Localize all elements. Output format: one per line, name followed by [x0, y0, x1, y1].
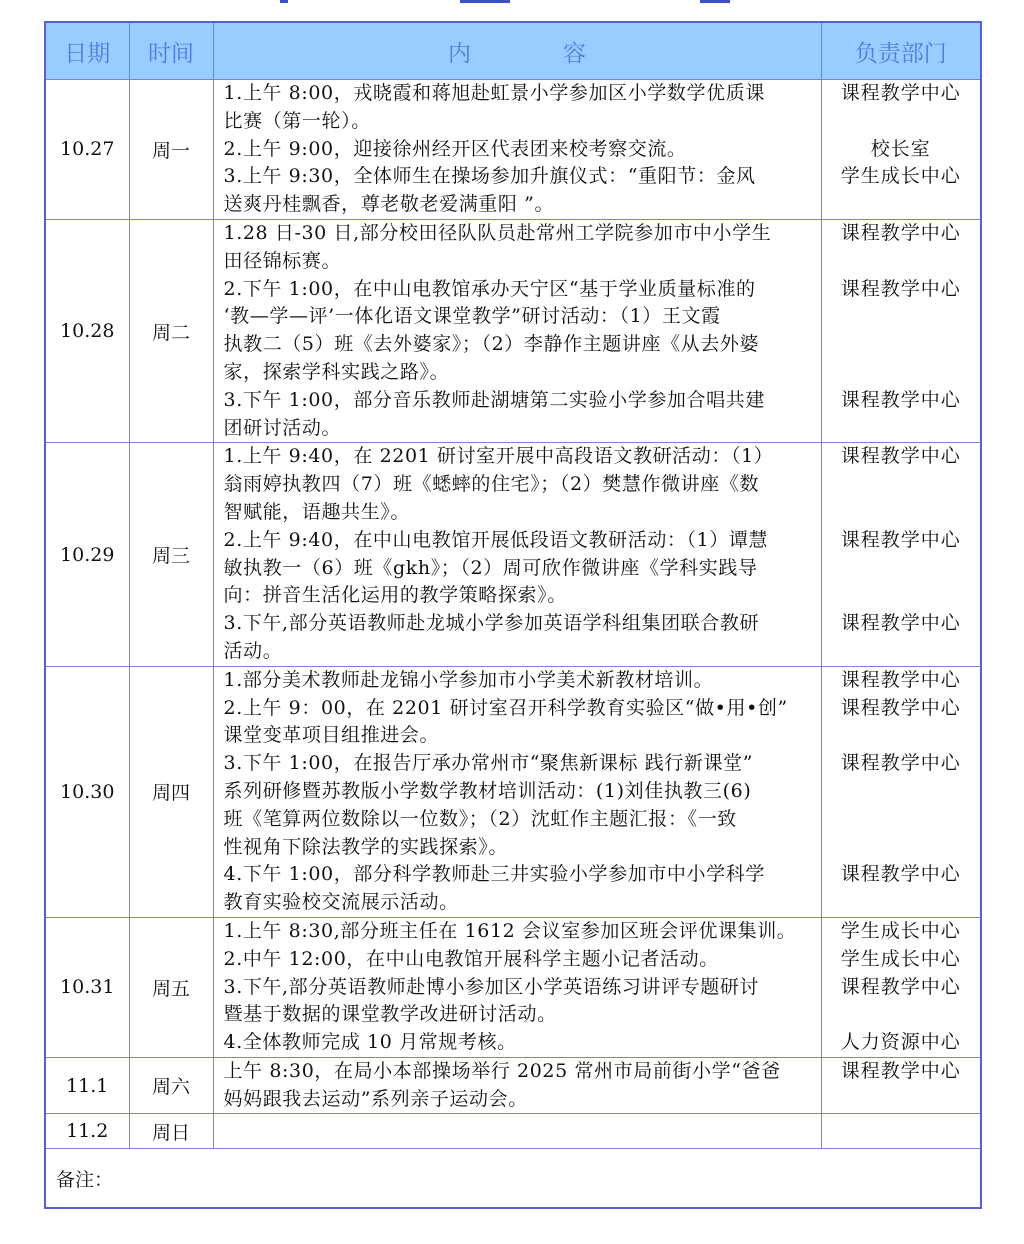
content-line: 2.下午 1:00，在中山电教馆承办天宁区“基于学业质量标准的: [223, 277, 756, 300]
dept-line: [822, 499, 981, 527]
content-line: 上午 8:30，在局小本部操场举行 2025 常州市局前街小学“爸爸: [223, 1059, 781, 1082]
content-cell: [213, 80, 821, 220]
content-line: 团研讨活动。: [223, 416, 342, 439]
dept-line: 课程教学中心: [840, 277, 961, 300]
content-line: 家，探索学科实践之路》。: [223, 360, 450, 383]
content-line: 田径锦标赛。: [223, 249, 342, 272]
dept-line: 课程教学中心: [840, 752, 961, 775]
header-week: 时间: [129, 22, 213, 80]
content-line: 课堂变革项目组推进会。: [223, 724, 440, 747]
dept-line: [822, 108, 981, 136]
dept-line: 课程教学中心: [840, 612, 961, 635]
remark-row: [45, 1149, 981, 1209]
content-line: 2.中午 12:00，在中山电教馆开展科学主题小记者活动。: [223, 947, 719, 970]
dept-line: 学生成长中心: [840, 919, 961, 942]
dept-line: [822, 1001, 981, 1029]
dept-line: 校长室: [870, 137, 931, 160]
dept-line: [822, 806, 981, 834]
dept-cell: [821, 1114, 981, 1149]
content-line: 3.上午 9:30，全体师生在操场参加升旗仪式：“重阳节：金风: [223, 165, 756, 188]
content-line: 2.上午 9:00，迎接徐州经开区代表团来校考察交流。: [223, 137, 687, 160]
dept-line: [822, 778, 981, 806]
header-content: 内 容: [213, 22, 821, 80]
dept-line: 人力资源中心: [840, 1031, 961, 1054]
content-cell: [213, 1057, 821, 1114]
dept-line: 课程教学中心: [840, 221, 961, 244]
dept-line: [822, 638, 981, 666]
dept-line: [822, 359, 981, 387]
content-cell: [213, 443, 821, 666]
dept-line: [822, 191, 981, 219]
date-cell: 10.29: [45, 443, 129, 666]
table-row: [45, 917, 981, 1057]
content-line: 翁雨婷执教四（7）班《蟋蟀的住宅》；（2）樊慧作微讲座《数: [223, 473, 760, 496]
content-line: 比赛（第一轮）。: [223, 109, 371, 132]
date-cell: 10.27: [45, 80, 129, 220]
dept-line: [822, 471, 981, 499]
content-line: 1.上午 8:30,部分班主任在 1612 会议室参加区班会评优课集训。: [223, 919, 797, 942]
dept-line: [822, 415, 981, 443]
dept-line: [822, 331, 981, 359]
content-line: 3.下午,部分英语教师赴博小参加区小学英语练习讲评专题研讨: [223, 975, 760, 998]
header-date: 日期: [45, 22, 129, 80]
table-row: [45, 666, 981, 917]
dept-cell: [821, 917, 981, 1057]
dept-line: [822, 889, 981, 917]
content-line: 班《笔算两位数除以一位数》；（2）沈虹作主题汇报：《一致: [223, 807, 737, 830]
dept-cell: [821, 1057, 981, 1114]
content-line: 系列研修暨苏教版小学数学教材培训活动：(1)刘佳执教三(6): [223, 779, 752, 802]
dept-cell: [821, 666, 981, 917]
dept-line: [822, 722, 981, 750]
weekday-cell: 周六: [129, 1057, 213, 1114]
content-line: 性视角下除法教学的实践探索》。: [223, 835, 509, 858]
dept-line: 课程教学中心: [840, 696, 961, 719]
dept-line: 课程教学中心: [840, 668, 961, 691]
dept-cell: [821, 443, 981, 666]
dept-line: [822, 555, 981, 583]
dept-cell: [821, 80, 981, 220]
dept-line: [822, 834, 981, 862]
content-line: 送爽丹桂飘香，尊老敬老爱满重阳 ”。: [223, 193, 555, 216]
dept-line: 课程教学中心: [840, 863, 961, 886]
weekday-cell: 周一: [129, 80, 213, 220]
date-cell: 10.30: [45, 666, 129, 917]
content-line: 向：拼音生活化运用的教学策略探索》。: [223, 584, 567, 607]
dept-line: [822, 1086, 981, 1114]
content-line: 3.下午,部分英语教师赴龙城小学参加英语学科组集团联合教研: [223, 612, 760, 635]
date-cell: 11.1: [45, 1057, 129, 1114]
dept-line: 课程教学中心: [840, 388, 961, 411]
table-row: [45, 1114, 981, 1149]
dept-line: 课程教学中心: [840, 82, 961, 104]
table-row: [45, 80, 981, 220]
cropped-title: [0, 0, 1024, 10]
header-row: [45, 22, 981, 80]
dept-cell: [821, 219, 981, 442]
content-line: 2.上午 9：00，在 2201 研讨室召开科学教育实验区“做•用•创”: [223, 696, 788, 719]
content-cell: [213, 219, 821, 442]
content-line: 1.部分美术教师赴龙锦小学参加市小学美术新教材培训。: [223, 668, 714, 691]
dept-line: 课程教学中心: [840, 445, 961, 468]
content-line: 敏执教一（6）班《gkh》；（2）周可欣作微讲座《学科实践导: [223, 556, 758, 579]
content-line: 3.下午 1:00，在报告厅承办常州市“聚焦新课标 践行新课堂”: [223, 752, 754, 775]
dept-line: 课程教学中心: [840, 975, 961, 998]
table-row: [45, 443, 981, 666]
dept-line: [822, 303, 981, 331]
content-cell: [213, 1114, 821, 1149]
content-line: 妈妈跟我去运动”系列亲子运动会。: [223, 1087, 528, 1110]
content-line: 智赋能，语趣共生》。: [223, 500, 411, 523]
dept-line: 学生成长中心: [840, 947, 961, 970]
dept-line: [822, 248, 981, 276]
content-line: 执教二（5）班《去外婆家》；（2）李静作主题讲座《从去外婆: [223, 333, 760, 356]
content-cell: [213, 917, 821, 1057]
date-cell: 10.28: [45, 219, 129, 442]
weekday-cell: 周日: [129, 1114, 213, 1149]
content-line: 4.全体教师完成 10 月常规考核。: [223, 1031, 517, 1054]
header-dept: 负责部门: [821, 22, 981, 80]
dept-line: 学生成长中心: [840, 165, 961, 188]
content-line: 暨基于数据的课堂教学改进研讨活动。: [223, 1003, 557, 1026]
date-cell: 10.31: [45, 917, 129, 1057]
weekday-cell: 周二: [129, 219, 213, 442]
content-line: 2.上午 9:40，在中山电教馆开展低段语文教研活动：（1）谭慧: [223, 528, 769, 551]
dept-line: [822, 582, 981, 610]
dept-line: 课程教学中心: [840, 1059, 961, 1082]
date-cell: 11.2: [45, 1114, 129, 1149]
content-line: 1.上午 8:00，戎晓霞和蒋旭赴虹景小学参加区小学数学优质课: [223, 82, 765, 104]
content-line: 1.28 日-30 日,部分校田径队队员赴常州工学院参加市中小学生: [223, 221, 772, 244]
content-line: 4.下午 1:00，部分科学教师赴三井实验小学参加市中小学科学: [223, 863, 765, 886]
weekly-schedule-table: [44, 21, 982, 1209]
content-line: 活动。: [223, 639, 283, 662]
content-line: 教育实验校交流展示活动。: [223, 891, 459, 914]
table-row: [45, 1057, 981, 1114]
weekday-cell: 周四: [129, 666, 213, 917]
content-line: 3.下午 1:00，部分音乐教师赴湖塘第二实验小学参加合唱共建: [223, 388, 765, 411]
dept-line: 课程教学中心: [840, 528, 961, 551]
remark-label: 备注：: [45, 1149, 981, 1209]
weekday-cell: 周三: [129, 443, 213, 666]
content-line: 1.上午 9:40，在 2201 研讨室开展中高段语文教研活动：（1）: [223, 445, 774, 468]
table-row: [45, 219, 981, 442]
weekday-cell: 周五: [129, 917, 213, 1057]
content-line: ‘教—学—评’一体化语文课堂教学”研讨活动：（1）王文霞: [223, 305, 721, 328]
content-cell: [213, 666, 821, 917]
